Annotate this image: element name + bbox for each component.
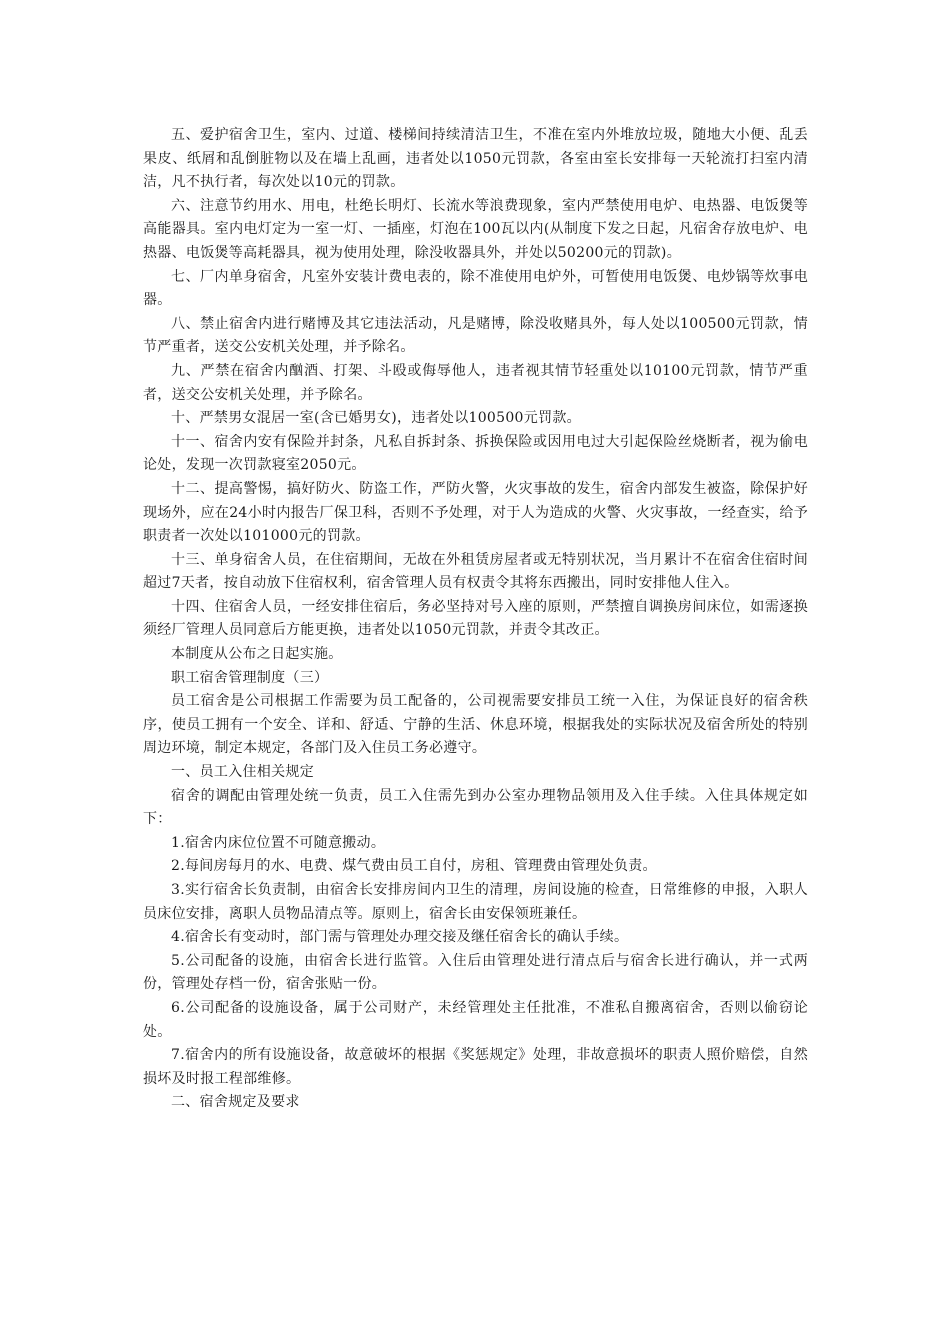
paragraph-rule-7: 七、厂内单身宿舍，凡室外安装计费电表的，除不准使用电炉外，可暂使用电饭煲、电炒锅等炊事电器。 <box>143 268 808 309</box>
paragraph-rule-9: 九、严禁在宿舍内酗酒、打架、斗殴或侮辱他人，违者视其情节轻重处以10100元罚款，情节严重者，送交公安机关处理，并予除名。 <box>143 362 808 403</box>
list-item-1: 1.宿舍内床位位置不可随意搬动。 <box>171 834 386 851</box>
paragraph-rule-8: 八、禁止宿舍内进行赌博及其它违法活动，凡是赌博，除没收赌具外，每人处以100500元罚款，情节严重者，送交公安机关处理，并予除名。 <box>143 315 808 356</box>
paragraph-rule-10: 十、严禁男女混居一室(含已婚男女)，违者处以100500元罚款。 <box>171 410 581 427</box>
list-item-4: 4.宿舍长有变动时，部门需与管理处办理交接及继任宿舍长的确认手续。 <box>171 929 629 946</box>
paragraph-rule-12: 十二、提高警惕，搞好防火、防盗工作，严防火警，火灾事故的发生，宿舍内部发生被盗，除保护好现场外，应在24小时内报告厂保卫科，否则不予处理，对于人为造成的火警、火灾事故，一经查实，给予职责者一次处以101000元的罚款。 <box>143 480 808 545</box>
paragraph-allocation: 宿舍的调配由管理处统一负责，员工入住需先到办公室办理物品领用及入住手续。入住具体规定如下： <box>143 787 808 828</box>
paragraph-intro: 员工宿舍是公司根据工作需要为员工配备的，公司视需要安排员工统一入住，为保证良好的宿舍秩序，使员工拥有一个安全、详和、舒适、宁静的生活、休息环境，根据我处的实际状况及宿舍所处的特别周边环境，制定本规定，各部门及入住员工务必遵守。 <box>143 693 808 757</box>
list-item-7: 7.宿舍内的所有设施设备，故意破坏的根据《奖惩规定》处理，非故意损坏的职责人照价赔偿，自然损坏及时报工程部维修。 <box>143 1047 808 1087</box>
section-heading-1: 一、员工入住相关规定 <box>171 764 314 781</box>
paragraph-rule-5: 五、爱护宿舍卫生，室内、过道、楼梯间持续清洁卫生，不准在室内外堆放垃圾，随地大小便、乱丢果皮、纸屑和乱倒脏物以及在墙上乱画，违者处以1050元罚款，各室由室长安排每一天轮流打扫室内清洁，凡不执行者，每次处以10元的罚款。 <box>143 127 808 191</box>
section-title: 职工宿舍管理制度（三） <box>171 669 329 686</box>
section-heading-2: 二、宿舍规定及要求 <box>171 1094 300 1111</box>
list-item-2: 2.每间房每月的水、电费、煤气费由员工自付，房租、管理费由管理处负责。 <box>171 858 657 875</box>
paragraph-rule-14: 十四、住宿舍人员，一经安排住宿后，务必坚持对号入座的原则，严禁擅自调换房间床位，如需逐换须经厂管理人员同意后方能更换，违者处以1050元罚款，并责令其改正。 <box>143 598 808 639</box>
document-body <box>143 124 808 1115</box>
paragraph-rule-6: 六、注意节约用水、用电，杜绝长明灯、长流水等浪费现象，室内严禁使用电炉、电热器、电饭煲等高能器具。室内电灯定为一室一灯、一插座，灯泡在100瓦以内(从制度下发之日起，凡宿舍存放电炉、电热器、电饭煲等高耗器具，视为使用处理，除没收器具外，并处以50200元的罚款)。 <box>143 197 808 261</box>
paragraph-effective-note: 本制度从公布之日起实施。 <box>171 646 343 663</box>
list-item-5: 5.公司配备的设施，由宿舍长进行监管。入住后由管理处进行清点后与宿舍长进行确认，并一式两份，管理处存档一份，宿舍张贴一份。 <box>143 952 808 993</box>
list-item-3: 3.实行宿舍长负责制，由宿舍长安排房间内卫生的清理，房间设施的检查，日常维修的申报，入职人员床位安排，离职人员物品清点等。原则上，宿舍长由安保领班兼任。 <box>143 882 808 922</box>
list-item-6: 6.公司配备的设施设备，属于公司财产，未经管理处主任批准，不准私自搬离宿舍，否则以偷窃论处。 <box>143 999 808 1040</box>
paragraph-rule-13: 十三、单身宿舍人员，在住宿期间，无故在外租赁房屋者或无特别状况，当月累计不在宿舍住宿时间超过7天者，按自动放下住宿权利，宿舍管理人员有权责令其将东西搬出，同时安排他人住入。 <box>143 551 808 592</box>
paragraph-rule-11: 十一、宿舍内安有保险并封条，凡私自拆封条、拆换保险或因用电过大引起保险丝烧断者，视为偷电论处，发现一次罚款寝室2050元。 <box>143 433 808 474</box>
